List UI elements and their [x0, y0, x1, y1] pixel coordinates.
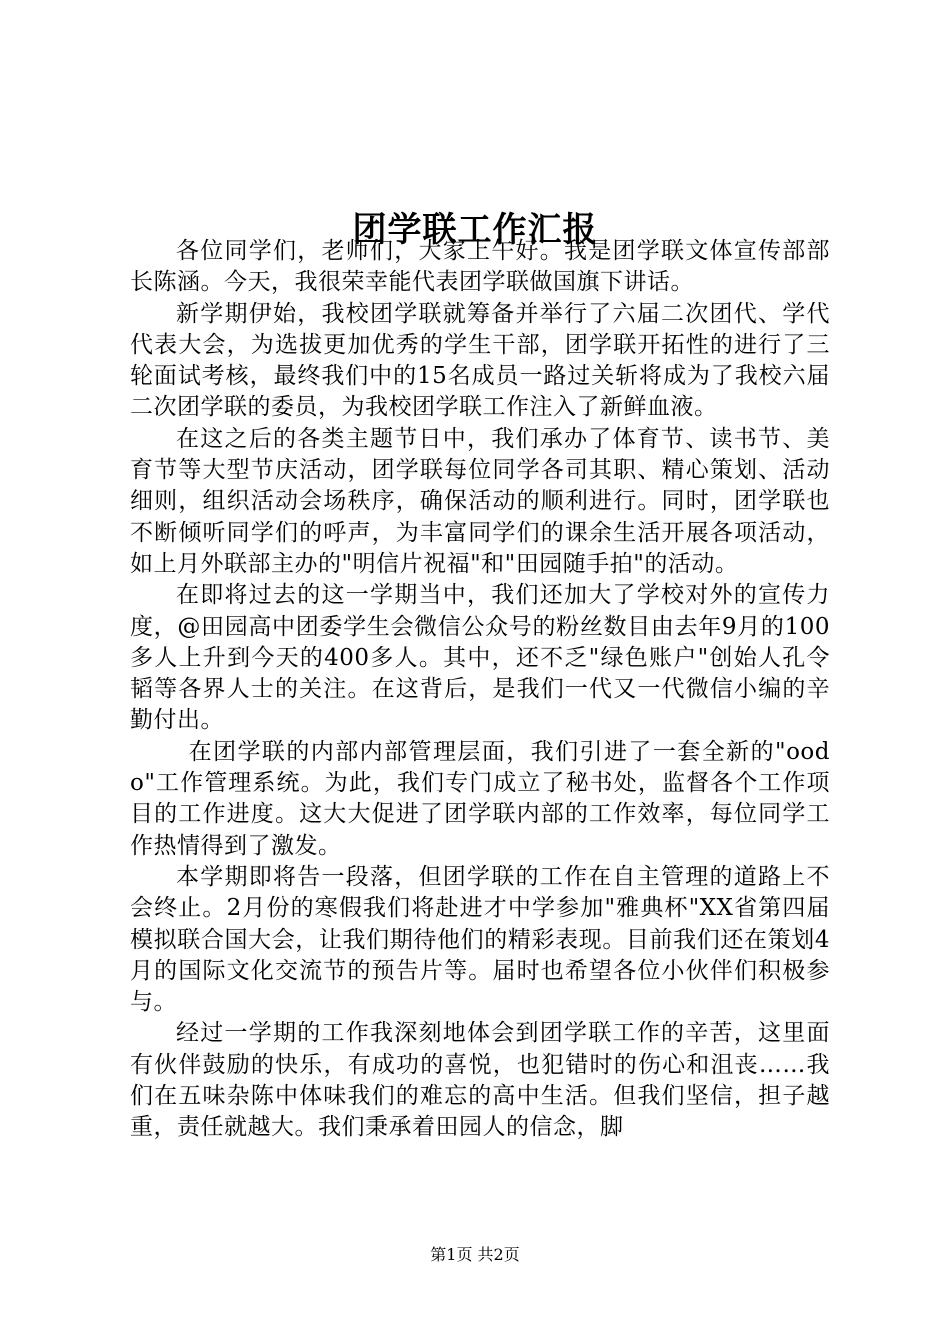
paragraph-management: 在团学联的内部内部管理层面，我们引进了一套全新的"oodo"工作管理系统。为此，我们专门成立了秘书处，监督各个工作项目的工作进度。这大大促进了团学联内部的工作效率，每位同学工作热情得到了激发。 — [130, 738, 830, 859]
page-footer: 第1页 共2页 — [430, 1245, 520, 1264]
paragraph-festivals: 在这之后的各类主题节日中，我们承办了体育节、读书节、美育节等大型节庆活动，团学联每位同学各司其职、精心策划、活动细则，组织活动会场秩序，确保活动的顺利进行。同时，团学联也不断倾听同学们的呼声，为丰富同学们的课余生活开展各项活动，如上月外联部主办的"明信片祝福"和"田园随手拍"的活动。 — [130, 425, 830, 577]
paragraph-plans: 本学期即将告一段落，但团学联的工作在自主管理的道路上不会终止。2月份的寒假我们将赴进才中学参加"雅典杯"XX省第四届模拟联合国大会，让我们期待他们的精彩表现。目前我们还在策划4月的国际文化交流节的预告片等。届时也希望各位小伙伴们积极参与。 — [130, 863, 830, 1016]
paragraph-publicity: 在即将过去的这一学期当中，我们还加大了学校对外的宣传力度，@田园高中团委学生会微信公众号的粉丝数目由去年9月的100多人上升到今天的400多人。其中，还不乏"绿色账户"创始人孔令韬等各界人士的关注。在这背后，是我们一代又一代微信小编的辛勤付出。 — [130, 582, 830, 734]
paragraph-reflection: 经过一学期的工作我深刻地体会到团学联工作的辛苦，这里面有伙伴鼓励的快乐，有成功的喜悦，也犯错时的伤心和沮丧……我们在五味杂陈中体味我们的难忘的高中生活。但我们坚信，担子越重，责任就越大。我们秉承着田园人的信念，脚 — [130, 1020, 830, 1141]
paragraph-new-semester: 新学期伊始，我校团学联就筹备并举行了六届二次团代、学代代表大会，为选拔更加优秀的学生干部，团学联开拓性的进行了三轮面试考核，最终我们中的15名成员一路过关斩将成为了我校六届二次团学联的委员，为我校团学联工作注入了新鲜血液。 — [130, 300, 830, 421]
document-body — [130, 236, 830, 1144]
document-title: 团学联工作汇报 — [352, 209, 598, 250]
paragraph-greeting: 各位同学们，老师们，大家上午好。我是团学联文体宣传部部长陈涵。今天，我很荣幸能代表团学联做国旗下讲话。 — [130, 238, 830, 296]
